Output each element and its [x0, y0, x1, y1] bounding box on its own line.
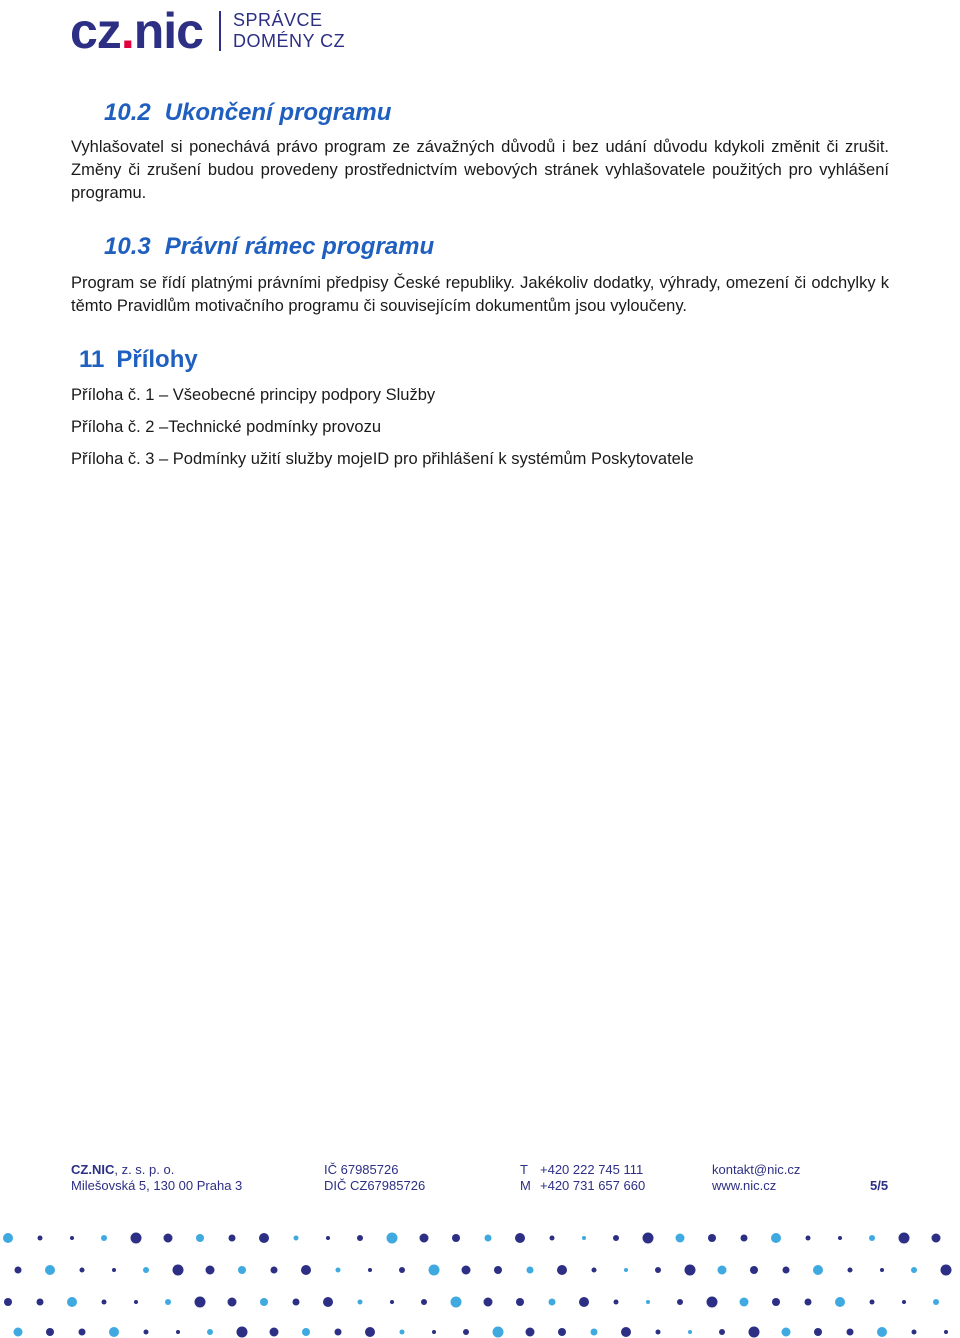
logo-tagline-line1: SPRÁVCE [232, 10, 323, 30]
footer-phones [520, 1162, 645, 1194]
decorative-dot [835, 1297, 845, 1307]
decorative-dot [79, 1329, 86, 1336]
decorative-dot [783, 1267, 790, 1274]
decorative-dot [880, 1268, 884, 1272]
decorative-dot [933, 1299, 939, 1305]
decorative-dot [646, 1300, 650, 1304]
decorative-dot [270, 1328, 279, 1337]
decorative-dot [806, 1236, 811, 1241]
section-10-3-heading [104, 233, 434, 261]
decorative-dot [3, 1233, 13, 1243]
decorative-dot [592, 1268, 597, 1273]
decorative-dot [484, 1298, 493, 1307]
decorative-dot [207, 1329, 213, 1335]
decorative-dot [614, 1300, 619, 1305]
decorative-dot [707, 1297, 718, 1308]
logo-wordmark [70, 3, 203, 59]
decorative-dot [293, 1299, 300, 1306]
decorative-dot [237, 1327, 248, 1338]
decorative-dot [15, 1267, 22, 1274]
decorative-dot [516, 1298, 524, 1306]
decorative-dot [549, 1299, 556, 1306]
footer-email[interactable]: kontakt@nic.cz [712, 1162, 801, 1177]
decorative-dot [165, 1299, 171, 1305]
decorative-dot [259, 1233, 269, 1243]
decorative-dot [741, 1235, 748, 1242]
footer-company-name: CZ.NIC, z. s. p. o. [71, 1162, 175, 1177]
logo-red-dot: . [120, 3, 134, 59]
decorative-dot [591, 1329, 598, 1336]
decorative-dot [294, 1236, 299, 1241]
decorative-dot [688, 1330, 692, 1334]
decorative-dot [655, 1267, 661, 1273]
decorative-dot [131, 1233, 142, 1244]
decorative-dot [912, 1330, 917, 1335]
decorative-dot [144, 1330, 149, 1335]
decorative-dot [750, 1266, 758, 1274]
section-10-2-heading [104, 99, 391, 127]
section-number: 10.3 [104, 233, 151, 260]
decorative-dot [749, 1327, 760, 1338]
decorative-dot [579, 1297, 589, 1307]
decorative-dot [357, 1235, 363, 1241]
decorative-dot [813, 1265, 823, 1275]
decorative-dot [870, 1300, 875, 1305]
decorative-dot [400, 1330, 405, 1335]
decorative-dot [196, 1234, 204, 1242]
decorative-dot [685, 1265, 696, 1276]
section-10-3-text: Program se řídí platnými právními předpisy České republiky. Jakékoliv dodatky, výhrady, omezení či odchylky k těmto Pravidlům motivačního programu či souvisejícím dokumentům jsou vyloučeny. [71, 274, 889, 315]
decorative-dot [462, 1266, 471, 1275]
decorative-dot [463, 1329, 469, 1335]
footer-address: Milešovská 5, 130 00 Praha 3 [71, 1178, 243, 1193]
decorative-dot [902, 1300, 906, 1304]
decorative-dot [719, 1329, 725, 1335]
decorative-dot [643, 1233, 654, 1244]
decorative-dot [899, 1233, 910, 1244]
footer-web[interactable]: www.nic.cz [712, 1178, 777, 1193]
section-title: Přílohy [116, 346, 198, 373]
section-title: Právní rámec programu [164, 233, 435, 260]
decorative-dot [228, 1298, 237, 1307]
decorative-dot [772, 1298, 780, 1306]
decorative-dot [771, 1233, 781, 1243]
decorative-dot [390, 1300, 394, 1304]
decorative-dot [387, 1233, 398, 1244]
logo-text: cz.nic [70, 3, 203, 59]
decorative-dot [109, 1327, 119, 1337]
decorative-dot [164, 1234, 173, 1243]
decorative-dot [582, 1236, 586, 1240]
footer-contact [712, 1162, 800, 1194]
decorative-dot [271, 1267, 278, 1274]
decorative-dot [102, 1300, 107, 1305]
decorative-dot [558, 1328, 566, 1336]
decorative-dot [550, 1236, 555, 1241]
cznic-logo [70, 3, 346, 59]
decorative-dot [494, 1266, 502, 1274]
decorative-dot [399, 1267, 405, 1273]
decorative-dot [38, 1236, 43, 1241]
section-10-2-text: Vyhlašovatel si ponechává právo program ze závažných důvodů i bez udání důvodu kdykoli změnit či zrušit. Změny či zrušení budou provedeny prostřednictvím webových stránek vyhlašovatele použitých pro vyhlášení programu. [71, 138, 889, 202]
decorative-dot [814, 1328, 822, 1336]
logo-divider [219, 11, 221, 51]
decorative-dot [451, 1297, 462, 1308]
annex-item-1: Příloha č. 1 – Všeobecné principy podpory Služby [71, 386, 436, 404]
decorative-dot [229, 1235, 236, 1242]
decorative-dot [932, 1234, 941, 1243]
decorative-dot [206, 1266, 215, 1275]
footer-company [71, 1162, 242, 1194]
decorative-dot [656, 1330, 661, 1335]
decorative-dot [911, 1267, 917, 1273]
decorative-dot [485, 1235, 492, 1242]
decorative-dot [112, 1268, 116, 1272]
annex-item-3: Příloha č. 3 – Podmínky užití služby mojeID pro přihlášení k systémům Poskytovatele [71, 450, 694, 468]
decorative-dot [452, 1234, 460, 1242]
decorative-dot [624, 1268, 628, 1272]
decorative-dot [238, 1266, 246, 1274]
decorative-dot [323, 1297, 333, 1307]
decorative-dot [877, 1327, 887, 1337]
decorative-dot [805, 1299, 812, 1306]
decorative-dot [847, 1329, 854, 1336]
decorative-dot [46, 1328, 54, 1336]
decorative-dot [195, 1297, 206, 1308]
decorative-dot [782, 1328, 791, 1337]
footer-ids [324, 1162, 425, 1194]
footer-dic: DIČ CZ67985726 [324, 1178, 426, 1193]
decorative-dot [70, 1236, 74, 1240]
decorative-dot [335, 1329, 342, 1336]
annex-item-2: Příloha č. 2 –Technické podmínky provozu [71, 418, 381, 436]
decorative-dot [143, 1267, 149, 1273]
decorative-dot [421, 1299, 427, 1305]
decorative-dot [515, 1233, 525, 1243]
decorative-dot [708, 1234, 716, 1242]
decorative-dot [134, 1300, 138, 1304]
decorative-dot [621, 1327, 631, 1337]
decorative-dot [173, 1265, 184, 1276]
page-number: 5/5 [870, 1178, 889, 1193]
decorative-dot [326, 1236, 330, 1240]
decorative-dot [420, 1234, 429, 1243]
decorative-dot [740, 1298, 749, 1307]
decorative-dot [4, 1298, 12, 1306]
decorative-dot [37, 1299, 44, 1306]
decorative-dot [718, 1266, 727, 1275]
decorative-dot [838, 1236, 842, 1240]
decorative-dot [869, 1235, 875, 1241]
decorative-dot [80, 1268, 85, 1273]
dot-pattern-decoration [0, 1222, 960, 1338]
footer-phone: T +420 222 745 111 [520, 1162, 644, 1177]
decorative-dot [432, 1330, 436, 1334]
decorative-dot [613, 1235, 619, 1241]
decorative-dot [848, 1268, 853, 1273]
section-number: 10.2 [104, 99, 151, 126]
logo-tagline [233, 10, 345, 52]
decorative-dot [358, 1300, 363, 1305]
decorative-dot [67, 1297, 77, 1307]
footer-mobile: M +420 731 657 660 [520, 1178, 646, 1193]
decorative-dot [527, 1267, 534, 1274]
logo-tagline-line2: DOMÉNY CZ [232, 31, 346, 51]
decorative-dot [676, 1234, 685, 1243]
decorative-dot [302, 1328, 310, 1336]
decorative-dot [260, 1298, 268, 1306]
section-11-heading [79, 346, 198, 374]
decorative-dot [941, 1265, 952, 1276]
section-number: 11 [79, 346, 105, 373]
decorative-dot [101, 1235, 107, 1241]
decorative-dot [45, 1265, 55, 1275]
decorative-dot [557, 1265, 567, 1275]
decorative-dot [944, 1330, 948, 1334]
decorative-dot [301, 1265, 311, 1275]
decorative-dot [336, 1268, 341, 1273]
decorative-dot [429, 1265, 440, 1276]
footer-ic: IČ 67985726 [324, 1162, 399, 1177]
section-title: Ukončení programu [164, 99, 392, 126]
decorative-dot [526, 1328, 535, 1337]
decorative-dot [493, 1327, 504, 1338]
decorative-dot [176, 1330, 180, 1334]
decorative-dot [677, 1299, 683, 1305]
decorative-dot [365, 1327, 375, 1337]
decorative-dot [368, 1268, 372, 1272]
decorative-dot [14, 1328, 23, 1337]
